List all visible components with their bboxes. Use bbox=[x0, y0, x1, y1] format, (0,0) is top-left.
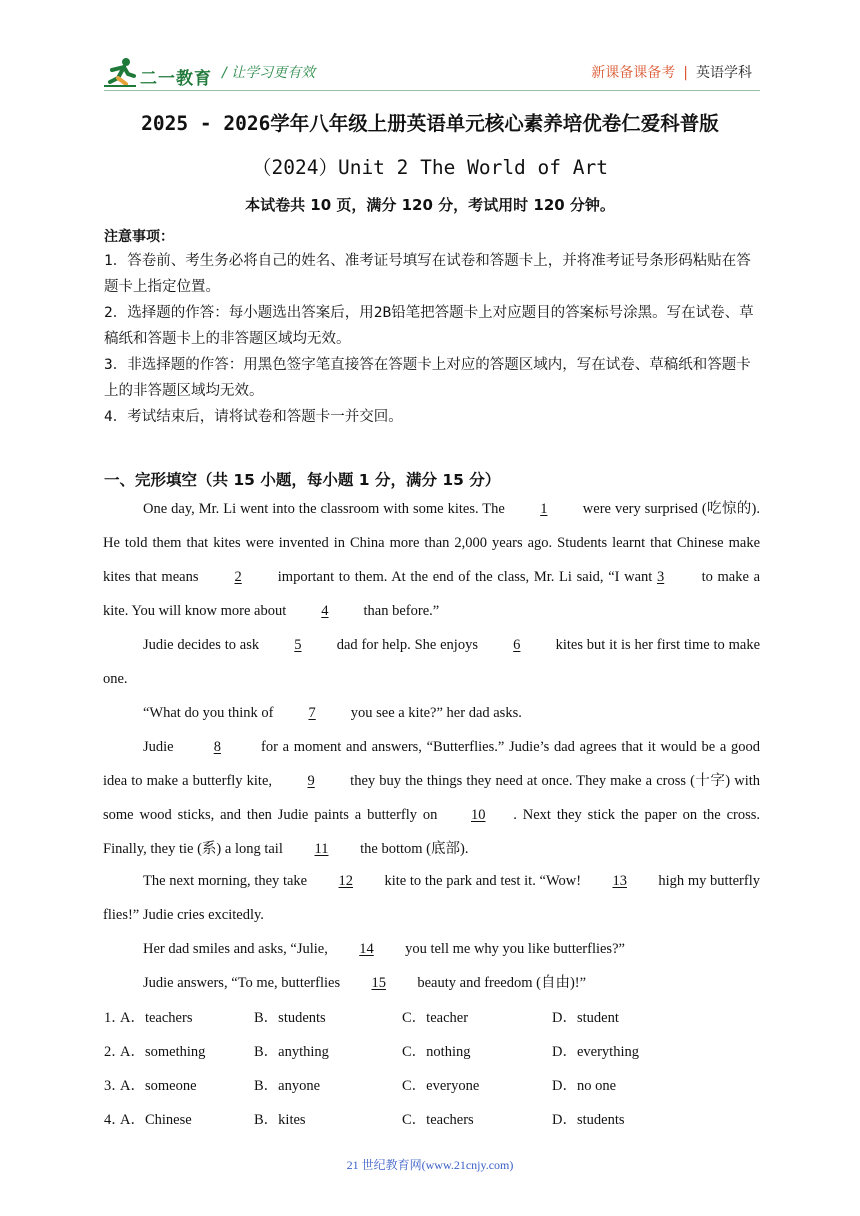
option-a[interactable]: A．teachers bbox=[120, 1010, 193, 1026]
passage-paragraph bbox=[103, 730, 760, 866]
header-tag: 新课备课备考 bbox=[591, 65, 676, 81]
question-options bbox=[104, 1040, 764, 1074]
question-options bbox=[104, 1006, 764, 1040]
passage-text: for a moment and answers, “Butterflies.” Judie’s dad agrees that it would be a good idea to make a butterfly kite, bbox=[103, 739, 760, 789]
blank-7: 7 bbox=[308, 705, 316, 721]
blank-5: 5 bbox=[294, 637, 302, 653]
passage-paragraph bbox=[103, 966, 760, 1000]
section-title: 一、完形填空（共 15 小题，每小题 1 分，满分 15 分） bbox=[104, 471, 501, 489]
question-options bbox=[104, 1074, 764, 1108]
passage-text: Judie decides to ask bbox=[143, 637, 263, 653]
question-number: 1． bbox=[104, 1010, 126, 1026]
passage-text: beauty and freedom (自由)!” bbox=[413, 975, 587, 991]
blank-11: 11 bbox=[314, 841, 329, 857]
option-c[interactable]: C．teachers bbox=[402, 1112, 474, 1128]
passage-text: the bottom (底部). bbox=[356, 841, 469, 857]
blank-15: 15 bbox=[371, 975, 386, 991]
blank-2: 2 bbox=[234, 569, 242, 585]
option-d[interactable]: D．no one bbox=[552, 1078, 617, 1094]
option-b[interactable]: B．anyone bbox=[254, 1078, 321, 1094]
option-c[interactable]: C．everyone bbox=[402, 1078, 480, 1094]
passage-paragraph bbox=[103, 696, 760, 730]
passage-text: “What do you think of bbox=[143, 705, 278, 721]
question-number: 3． bbox=[104, 1078, 126, 1094]
passage-text: Her dad smiles and asks, “Julie, bbox=[143, 941, 332, 957]
notice-title: 注意事项： bbox=[104, 229, 174, 245]
passage-text: were very surprised (吃惊的). He told them that kites were invented in China more than 2,000 years ago. Students learnt that Chinese make kites that means bbox=[103, 501, 760, 585]
blank-8: 8 bbox=[213, 739, 221, 755]
notice-item: 4．考试结束后，请将试卷和答题卡一并交回。 bbox=[104, 409, 403, 425]
page-subtitle: （2024）Unit 2 The World of Art bbox=[252, 156, 608, 179]
option-b[interactable]: B．kites bbox=[254, 1112, 306, 1128]
passage-paragraph bbox=[103, 492, 760, 628]
option-d[interactable]: D．student bbox=[552, 1010, 619, 1026]
notice-item: 3．非选择题的作答：用黑色签字笔直接答在答题卡上对应的答题区域内，写在试卷、草稿纸和答题卡上的非答题区域均无效。 bbox=[104, 357, 751, 399]
slogan: / 让学习更有效 bbox=[222, 65, 316, 81]
page-header bbox=[0, 0, 860, 96]
passage-text: Judie bbox=[143, 739, 179, 755]
notice-item: 1．答卷前、考生务必将自己的姓名、准考证号填写在试卷和答题卡上，并将准考证号条形码粘贴在答题卡上指定位置。 bbox=[104, 253, 751, 295]
blank-9: 9 bbox=[307, 773, 315, 789]
blank-4: 4 bbox=[321, 603, 329, 619]
header-subject-label: 英语学科 bbox=[696, 65, 752, 81]
blank-12: 12 bbox=[338, 873, 354, 889]
blank-10: 10 bbox=[471, 807, 486, 823]
question-number: 4． bbox=[104, 1112, 126, 1128]
passage-text: they buy the things they need at once. They make a cross (十字) with some wood sticks, and then Judie paints a butterfly on bbox=[103, 773, 760, 823]
option-d[interactable]: D．everything bbox=[552, 1044, 639, 1060]
option-a[interactable]: A．someone bbox=[120, 1078, 197, 1094]
passage-text: you tell me why you like butterflies?” bbox=[401, 941, 625, 957]
passage-text: kite to the park and test it. “Wow! bbox=[380, 873, 585, 889]
passage-text: than before.” bbox=[359, 603, 440, 619]
blank-1: 1 bbox=[540, 501, 548, 517]
page-title: 2025 - 2026学年八年级上册英语单元核心素养培优卷仁爱科普版 bbox=[141, 112, 719, 135]
blank-6: 6 bbox=[513, 637, 521, 653]
notice-item: 2．选择题的作答：每小题选出答案后，用2B铅笔把答题卡上对应题目的答案标号涂黑。写在试卷、草稿纸和答题卡上的非答题区域均无效。 bbox=[104, 305, 754, 347]
header-separator: | bbox=[683, 65, 688, 81]
blank-14: 14 bbox=[359, 941, 374, 957]
exam-info: 本试卷共 10 页，满分 120 分，考试用时 120 分钟。 bbox=[245, 196, 615, 214]
logo bbox=[104, 56, 214, 90]
header-subject bbox=[591, 62, 752, 82]
option-a[interactable]: A．Chinese bbox=[120, 1112, 192, 1128]
passage-paragraph bbox=[103, 864, 760, 932]
passage-text: important to them. At the end of the class, Mr. Li said, “I want bbox=[273, 569, 657, 585]
passage-text: kites but it is her first time to make one. bbox=[103, 637, 760, 687]
option-a[interactable]: A．something bbox=[120, 1044, 206, 1060]
passage-paragraph bbox=[103, 628, 760, 696]
passage-text: . Next they stick the paper on the cross. Finally, they tie (系) a long tail bbox=[103, 807, 760, 857]
passage-text: Judie answers, “To me, butterflies bbox=[143, 975, 344, 991]
option-c[interactable]: C．nothing bbox=[402, 1044, 471, 1060]
page-footer[interactable]: 21 世纪教育网(www.21cnjy.com) bbox=[346, 1158, 514, 1172]
passage-text: The next morning, they take bbox=[143, 873, 311, 889]
option-d[interactable]: D．students bbox=[552, 1112, 625, 1128]
passage-text: dad for help. She enjoys bbox=[332, 637, 482, 653]
runner-logo-icon bbox=[104, 56, 138, 88]
passage-paragraph bbox=[103, 932, 760, 966]
passage-text: One day, Mr. Li went into the classroom with some kites. The bbox=[143, 501, 509, 517]
passage-text: high my butterfly flies!” Judie cries excitedly. bbox=[103, 873, 760, 923]
logo-text: 二一教育 bbox=[140, 69, 212, 89]
option-b[interactable]: B．anything bbox=[254, 1044, 329, 1060]
question-number: 2． bbox=[104, 1044, 126, 1060]
blank-3: 3 bbox=[656, 569, 665, 585]
passage-text: to make a kite. You will know more about bbox=[103, 569, 761, 619]
passage-text: you see a kite?” her dad asks. bbox=[347, 705, 522, 721]
blank-13: 13 bbox=[612, 873, 627, 889]
option-c[interactable]: C．teacher bbox=[402, 1010, 469, 1026]
question-options bbox=[104, 1108, 764, 1142]
option-b[interactable]: B．students bbox=[254, 1010, 326, 1026]
header-divider bbox=[104, 90, 760, 91]
